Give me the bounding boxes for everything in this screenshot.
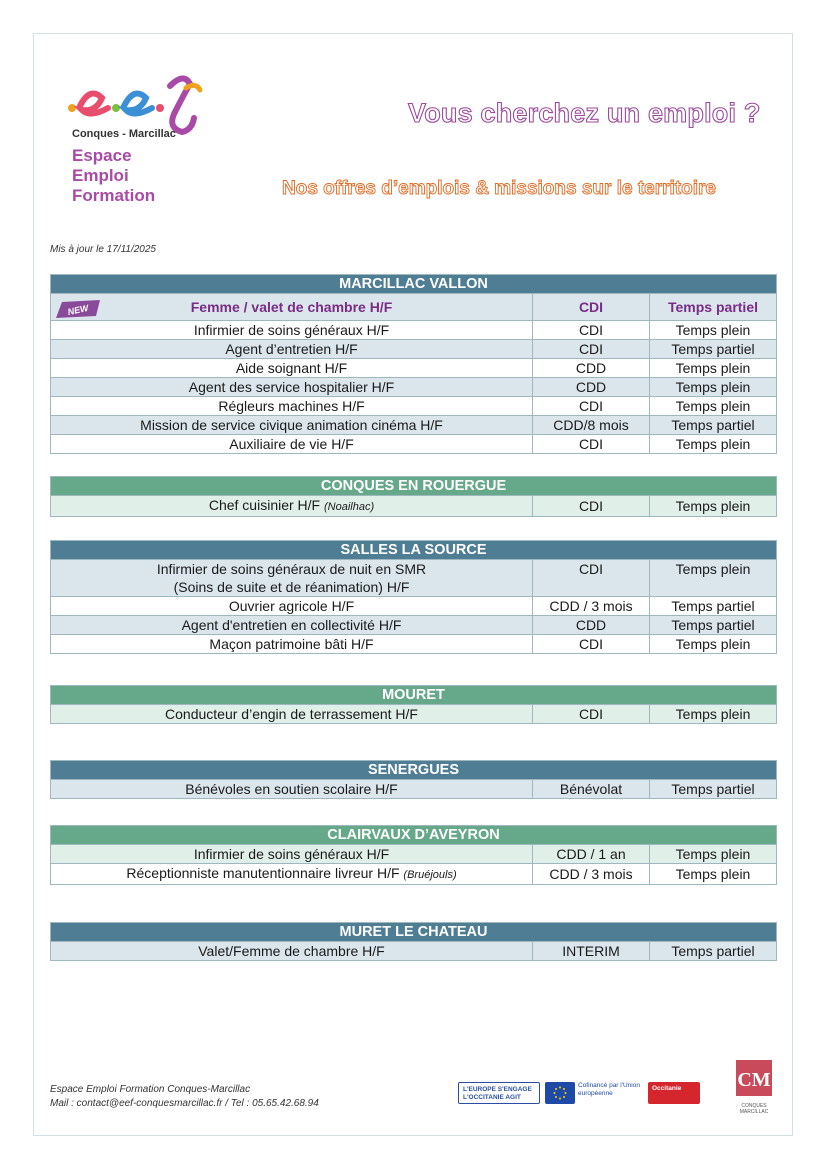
section-muret-le-chateau (50, 922, 777, 961)
page-subheadline: Nos offres d’emplois & missions sur le territoire (282, 178, 716, 199)
job-row (51, 864, 777, 885)
job-contract: CDD / 3 mois (533, 864, 650, 885)
cm-logo-label: CONQUES MARCILLAC (739, 1103, 769, 1115)
job-time: Temps partiel (650, 294, 777, 321)
job-contract: CDI (533, 340, 650, 359)
job-time: Temps partiel (650, 340, 777, 359)
job-title: Ouvrier agricole H/F (51, 597, 533, 616)
job-title-line1: Infirmier de soins généraux de nuit en SMR (156, 561, 427, 577)
job-title: Agent des service hospitalier H/F (51, 378, 533, 397)
job-time: Temps partiel (650, 780, 777, 799)
job-title: Bénévoles en soutien scolaire H/F (51, 780, 533, 799)
section-senergues (50, 760, 777, 799)
section-salles-la-source (50, 540, 777, 654)
partner-europe-occitanie-logo: L'EUROPE S'ENGAGE L'OCCITANIE AGIT (458, 1082, 540, 1104)
job-time: Temps plein (650, 496, 777, 517)
job-contract: CDI (533, 560, 650, 597)
job-title: Agent d'entretien en collectivité H/F (51, 616, 533, 635)
job-row (51, 942, 777, 961)
footer-contact (50, 1083, 319, 1111)
job-row (51, 635, 777, 654)
logo-word-formation: Formation (72, 186, 156, 205)
job-time: Temps partiel (650, 616, 777, 635)
job-contract: CDI (533, 397, 650, 416)
job-time: Temps plein (650, 378, 777, 397)
section-title: CLAIRVAUX D’AVEYRON (51, 826, 777, 845)
job-contract: INTERIM (533, 942, 650, 961)
job-row (51, 560, 777, 597)
job-contract: CDD/8 mois (533, 416, 650, 435)
job-title: Mission de service civique animation cinéma H/F (51, 416, 533, 435)
job-contract: CDI (533, 496, 650, 517)
footer-org: Espace Emploi Formation Conques-Marcillac (50, 1084, 251, 1095)
section-title: SALLES LA SOURCE (51, 541, 777, 560)
job-row (51, 845, 777, 864)
job-time: Temps plein (650, 560, 777, 597)
job-time: Temps partiel (650, 416, 777, 435)
job-row (51, 597, 777, 616)
job-title: Infirmier de soins généraux H/F (51, 321, 533, 340)
job-row (51, 378, 777, 397)
page-headline: Vous cherchez un emploi ? (408, 98, 761, 128)
eu-cofinance-text: Cofinancé par l'Union européenne (578, 1082, 640, 1097)
job-title: Conducteur d’engin de terrassement H/F (51, 705, 533, 724)
job-row (51, 435, 777, 454)
footer-mail-phone: Mail : contact@eef-conquesmarcillac.fr / Tel : 05.65.42.68.94 (50, 1098, 319, 1109)
job-contract: CDI (533, 705, 650, 724)
job-location-note: (Bruéjouls) (403, 869, 457, 881)
section-mouret (50, 685, 777, 724)
section-title: MURET LE CHATEAU (51, 923, 777, 942)
job-title: Auxiliaire de vie H/F (51, 435, 533, 454)
section-clairvaux-d-aveyron (50, 825, 777, 885)
job-title: Maçon patrimoine bâti H/F (51, 635, 533, 654)
job-contract: CDD / 1 an (533, 845, 650, 864)
job-row (51, 416, 777, 435)
conques-marcillac-logo (734, 1058, 774, 1115)
section-title: CONQUES EN ROUERGUE (51, 477, 777, 496)
job-contract: CDD (533, 359, 650, 378)
section-title: MOURET (51, 686, 777, 705)
job-title (51, 864, 533, 885)
job-time: Temps plein (650, 359, 777, 378)
new-badge-label: NEW (66, 302, 90, 318)
job-time: Temps partiel (650, 597, 777, 616)
job-row (51, 359, 777, 378)
section-marcillac-vallon (50, 274, 777, 454)
cm-logo-icon (734, 1058, 774, 1098)
job-time: Temps plein (650, 864, 777, 885)
job-row (51, 340, 777, 359)
job-row (51, 780, 777, 799)
job-row (51, 496, 777, 517)
job-row (51, 397, 777, 416)
job-row-featured (51, 294, 777, 321)
job-title: Infirmier de soins généraux H/F (51, 845, 533, 864)
job-title-text: Réceptionniste manutentionnaire livreur H/F (126, 865, 400, 881)
job-title: Agent d’entretien H/F (51, 340, 533, 359)
logo-word-espace: Espace (72, 146, 132, 165)
job-title (51, 496, 533, 517)
job-row (51, 705, 777, 724)
job-time: Temps plein (650, 321, 777, 340)
job-time: Temps plein (650, 705, 777, 724)
job-time: Temps partiel (650, 942, 777, 961)
job-contract: CDI (533, 321, 650, 340)
job-contract: CDD (533, 616, 650, 635)
job-row (51, 321, 777, 340)
job-title: Femme / valet de chambre H/F (51, 294, 533, 321)
job-location-note: (Noailhac) (324, 501, 375, 513)
job-title (51, 560, 533, 597)
section-conques-en-rouergue (50, 476, 777, 517)
new-badge-icon (54, 298, 104, 322)
update-date: Mis à jour le 17/11/2025 (50, 244, 156, 255)
job-time: Temps plein (650, 845, 777, 864)
job-contract: Bénévolat (533, 780, 650, 799)
logo-word-emploi: Emploi (72, 166, 129, 185)
job-contract: CDD (533, 378, 650, 397)
logo-location: Conques - Marcillac (72, 128, 176, 140)
job-title-text: Chef cuisinier H/F (208, 497, 321, 513)
job-contract: CDD / 3 mois (533, 597, 650, 616)
job-row (51, 616, 777, 635)
job-title: Aide soignant H/F (51, 359, 533, 378)
job-title: Valet/Femme de chambre H/F (51, 942, 533, 961)
section-title: SENERGUES (51, 761, 777, 780)
job-title-line2: (Soins de suite et de réanimation) H/F (173, 579, 410, 595)
job-time: Temps plein (650, 635, 777, 654)
job-title: Régleurs machines H/F (51, 397, 533, 416)
eu-flag-icon (545, 1082, 575, 1104)
job-time: Temps plein (650, 435, 777, 454)
job-contract: CDI (533, 435, 650, 454)
occitanie-region-logo: Occitanie (648, 1082, 700, 1104)
section-title: MARCILLAC VALLON (51, 275, 777, 294)
job-contract: CDI (533, 294, 650, 321)
job-time: Temps plein (650, 397, 777, 416)
svg-text:CM: CM (737, 1069, 771, 1091)
job-contract: CDI (533, 635, 650, 654)
